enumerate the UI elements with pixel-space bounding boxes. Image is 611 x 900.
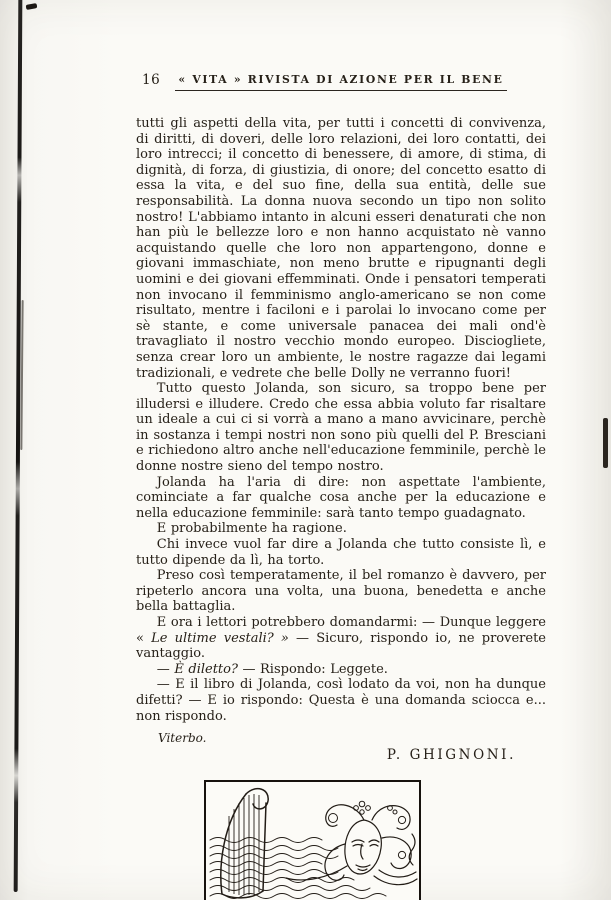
harp-waves-woman-engraving-icon bbox=[206, 782, 419, 900]
text-segment: Chi invece vuol far dire a Jolanda che tutto consiste lì, e tutto dipende da lì, ha torto. bbox=[136, 537, 546, 568]
page-text-block bbox=[136, 70, 546, 900]
text-segment: E probabilmente ha ragione. bbox=[156, 521, 347, 537]
binding-shadow-line-secondary bbox=[20, 300, 23, 450]
running-header bbox=[136, 70, 546, 96]
paragraph bbox=[136, 521, 546, 537]
text-segment: Jolanda ha l'aria di dire: non aspettate l'ambiente, cominciate a far qualche cosa anche per la educazione e nella educazione femminile: sarà tanto tempo guadagnato. bbox=[136, 474, 546, 521]
signature-block bbox=[136, 731, 546, 763]
paragraph bbox=[136, 381, 546, 475]
text-segment: tutti gli aspetti della vita, per tutti i concetti di convivenza, di diritti, di doveri, delle loro relazioni, dei loro contatti, dei loro intrecci; il concetto di benessere, di amore, di stima, di dignità, di forza, di giustizia, di onore; del concetto esatto di essa la vita, e del suo fine, della sua entità, delle sue responsabilità. La donna nuova secondo un tipo non solito nostro! L'abbiamo intanto in alcuni esseri denaturati che non han più le bellezze loro e non hanno acquistato nè vanno acquistando quelle che loro non appartengono, donne e giovani immaschiate, non meno brutte e ripugnanti degli uomini e dei giovani effemminati. Onde i pensatori temperati non invocano il femminismo anglo-americano se non come risultato, mentre i faciloni e i parolai lo invocano come per sè stante, e come universale panacea dei mali ond'è travagliato il nostro vecchio mondo europeo. Disciogliete, senza crear loro un ambiente, le nostre ragazze dai legami tradizionali, e vedrete che belle Dolly ne verranno fuori! bbox=[136, 116, 546, 381]
paragraph bbox=[136, 537, 546, 568]
paragraph bbox=[136, 568, 546, 615]
place-line: Viterbo. bbox=[158, 731, 207, 746]
paragraph bbox=[136, 662, 546, 678]
author-signature: P. GHIGNONI. bbox=[386, 747, 516, 764]
italic-text-segment: Le ultime vestali? » bbox=[151, 630, 289, 646]
paragraph bbox=[136, 475, 546, 522]
text-segment: — bbox=[156, 661, 175, 677]
art-nouveau-illustration bbox=[204, 780, 421, 900]
paragraph bbox=[136, 677, 546, 724]
text-segment: Preso così temperatamente, il bel romanzo è davvero, per ripeterlo ancora una volta, una buona, benedetta e anche bella battaglia. bbox=[136, 568, 546, 615]
italic-text-segment: È diletto? bbox=[174, 661, 238, 677]
paragraph bbox=[136, 116, 546, 381]
paragraph bbox=[136, 615, 546, 662]
text-segment: — Sicuro, rispondo io, ne proverete vantaggio. bbox=[136, 630, 546, 662]
page-number: 16 bbox=[142, 72, 161, 88]
scan-corner-mark bbox=[26, 3, 38, 10]
body-text bbox=[136, 116, 546, 724]
text-segment: — E il libro di Jolanda, così lodato da voi, non ha dunque difetti? — E io rispondo: Questa è una domanda sciocca e... non rispondo. bbox=[136, 677, 546, 724]
journal-running-head: « VITA » RIVISTA DI AZIONE PER IL BENE bbox=[175, 70, 506, 91]
text-segment: E ora i lettori potrebbero domandarmi: — Dunque leggere « bbox=[136, 615, 546, 646]
text-segment: Tutto questo Jolanda, son sicuro, sa troppo bene per illudersi e illudere. Credo che essa abbia voluto far risaltare un ideale a cui ci si vorrà a mano a mano avvicinare, perchè in sostanza i tempi nostri non sono più quelli del P. Bresciani e richiedono altro anche nell'educazione femminile, perchè le donne nostre sieno del tempo nostro. bbox=[136, 381, 546, 475]
scan-right-edge-mark bbox=[603, 418, 608, 468]
text-segment: — Rispondo: Leggete. bbox=[237, 661, 388, 677]
